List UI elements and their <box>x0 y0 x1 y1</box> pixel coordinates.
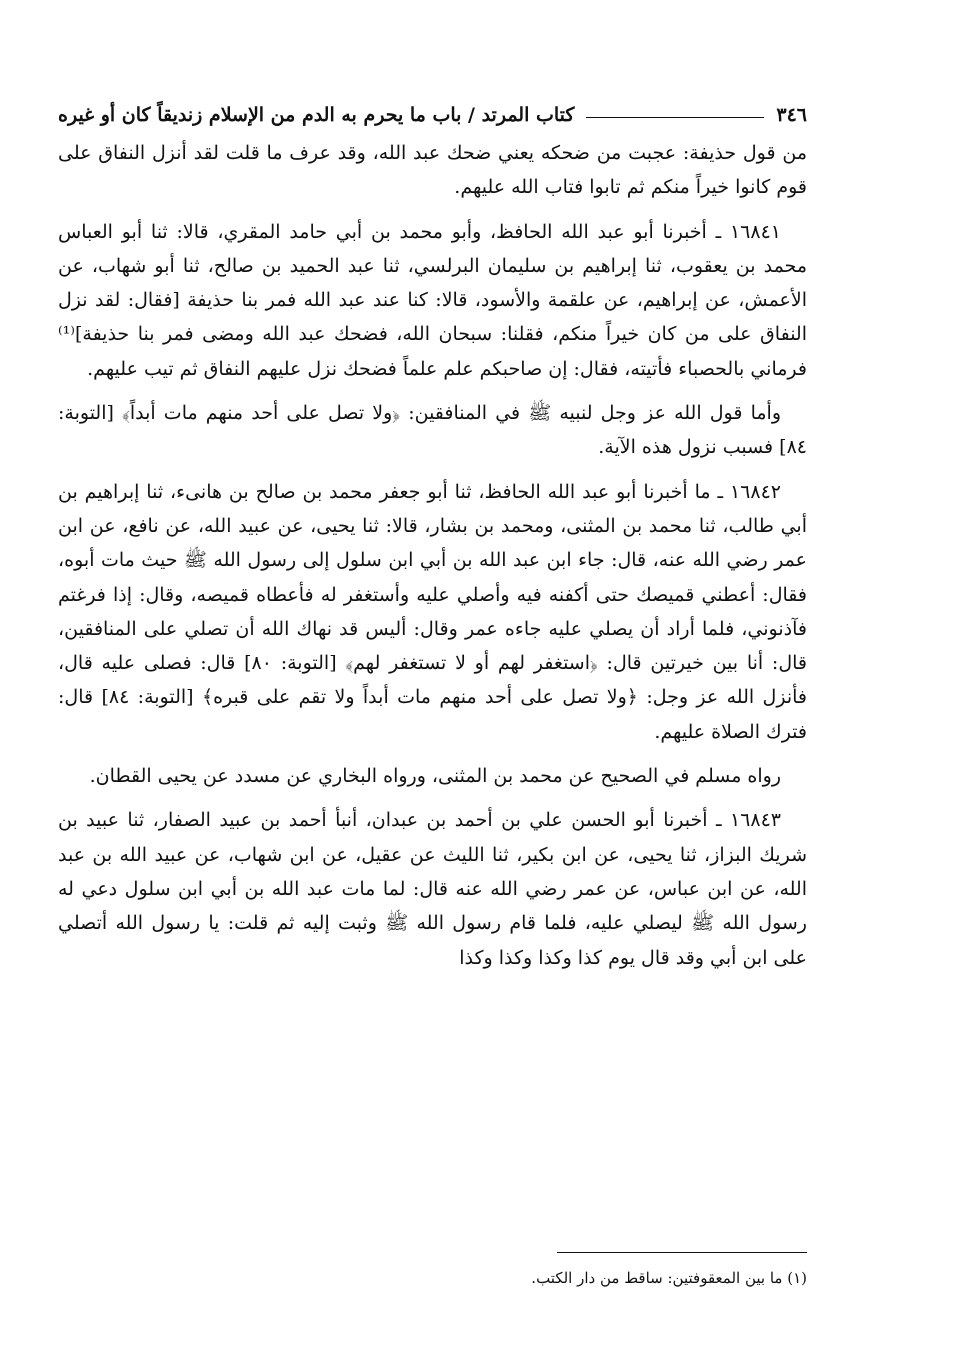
paragraph: ١٦٨٤٢ ـ ما أخبرنا أبو عبد الله الحافظ، ثنا أبو جعفر محمد بن صالح بن هانىء، ثنا إبراهيم بن أبي طالب، ثنا محمد بن المثنى، ومحمد بن بشار، قالا: ثنا يحيى، عن عبيد الله، عن نافع، عن ابن عمر رضي الله عنه، قال: جاء ابن عبد الله بن أبي ابن سلول إلى رسول الله ﷺ حيث مات أبوه، فقال: أعطني قميصك حتى أكفنه فيه وأصلي عليه وأستغفر له فأعطاه قميصه، وقال: إذا فرغتم فآذنوني، فلما أراد أن يصلي عليه جاءه عمر وقال: أليس قد نهاك الله أن تصلي على المنافقين، قال: أنا بين خيرتين قال: ﴿استغفر لهم أو لا تستغفر لهم﴾ [التوبة: ٨٠] قال: فصلى عليه قال، فأنزل الله عز وجل: ﴿ولا تصل على أحد منهم مات أبداً ولا تقم على قبره﴾ [التوبة: ٨٤] قال: فترك الصلاة عليهم. <box>58 480 807 743</box>
paragraph: وأما قول الله عز وجل لنبيه ﷺ في المنافقين: ﴿ولا تصل على أحد منهم مات أبداً﴾ [التوبة: ٨٤] فسبب نزول هذه الآية. <box>58 402 807 459</box>
footnote: (١) ما بين المعقوفتين: ساقط من دار الكتب. <box>531 1269 807 1287</box>
footnote-rule <box>557 1252 807 1253</box>
paragraph: من قول حذيفة: عجبت من ضحكه يعني ضحك عبد الله، وقد عرف ما قلت لقد أنزل النفاق على قوم كانوا خيراً منكم ثم تابوا فتاب الله عليهم. <box>58 142 807 199</box>
page-number: ٣٤٦ <box>776 104 807 126</box>
paragraph: ١٦٨٤٣ ـ أخبرنا أبو الحسن علي بن أحمد بن عبدان، أنبأ أحمد بن عبيد الصفار، ثنا عبيد بن شريك البزاز، ثنا يحيى، عن ابن بكير، ثنا الليث عن عقيل، عن ابن شهاب، عن عبيد الله بن عبد الله، عن ابن عباس، عن عمر رضي الله عنه قال: لما مات عبد الله بن أبي ابن سلول دعي له رسول الله ﷺ ليصلي عليه، فلما قام رسول الله ﷺ وثبت إليه ثم قلت: يا رسول الله أتصلي على ابن أبي وقد قال يوم كذا وكذا وكذا وكذا <box>58 809 807 969</box>
header-rule <box>586 117 764 118</box>
paragraph: رواه مسلم في الصحيح عن محمد بن المثنى، ورواه البخاري عن مسدد عن يحيى القطان. <box>89 765 781 788</box>
running-title: كتاب المرتد / باب ما يحرم به الدم من الإسلام زنديقاً كان أو غيره <box>58 104 575 126</box>
main-text <box>58 136 807 985</box>
paragraph: ١٦٨٤١ ـ أخبرنا أبو عبد الله الحافظ، وأبو محمد بن أبي حامد المقري، قالا: ثنا أبو العباس محمد بن يعقوب، ثنا إبراهيم بن سليمان البرلسي، ثنا عبد الحميد بن صالح، ثنا أبو شهاب، عن الأعمش، عن إبراهيم، عن علقمة والأسود، قالا: كنا عند عبد الله فمر بنا حذيفة [فقال: لقد نزل النفاق على من كان خيراً منكم، فقلنا: سبحان الله، فضحك عبد الله ومضى فمر بنا حذيفة]⁽¹⁾ فرماني بالحصباء فأتيته، فقال: إن صاحبكم علم علماً فضحك نزل عليهم النفاق ثم تيب عليهم. <box>58 220 807 380</box>
page-header <box>58 86 807 126</box>
